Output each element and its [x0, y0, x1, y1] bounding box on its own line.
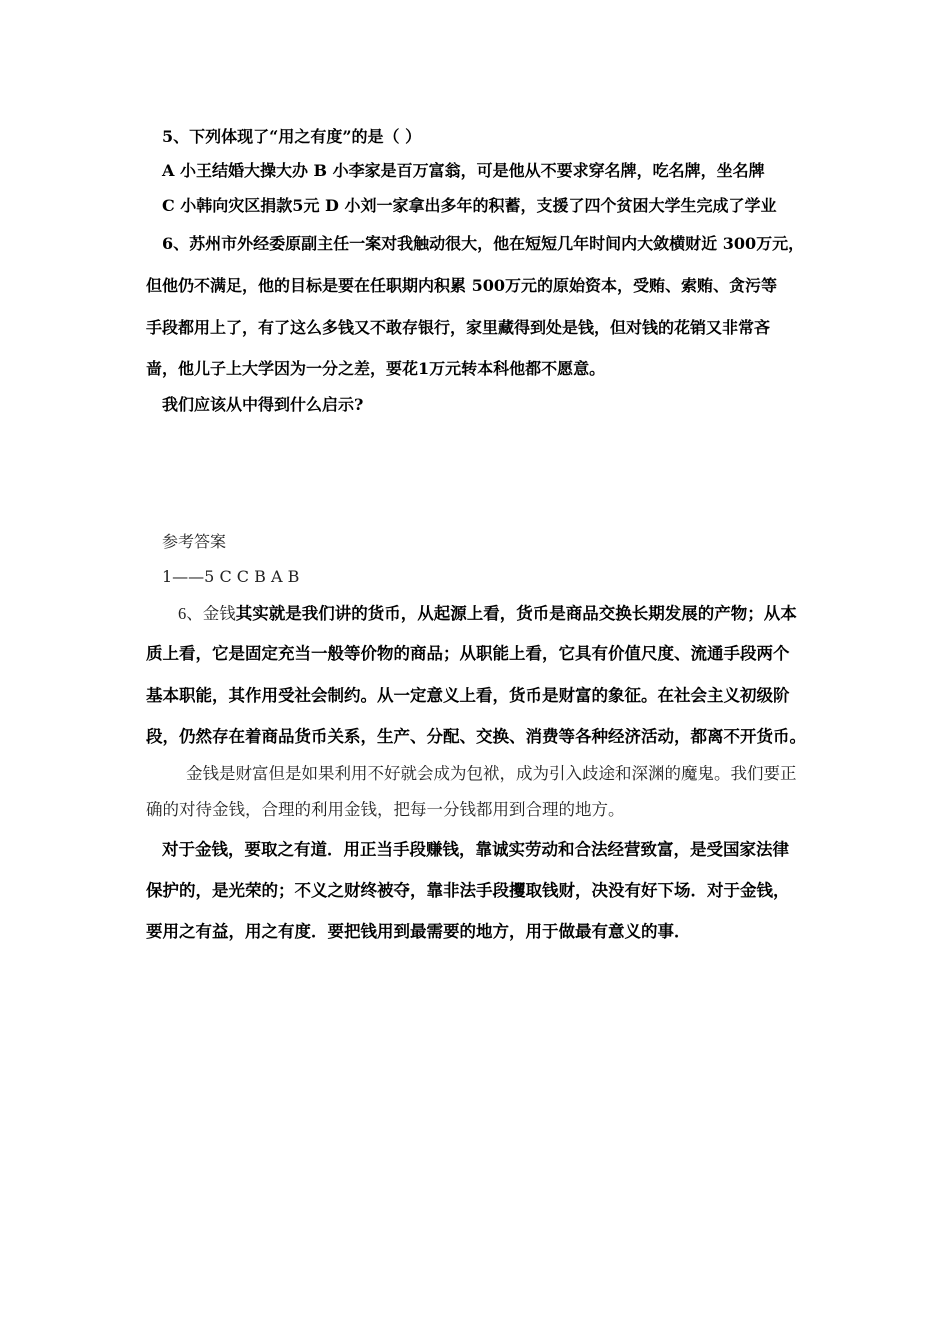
- answer-6-line-3: 基本职能，其作用受社会制约。从一定意义上看，货币是财富的象征。在社会主义初级阶: [146, 686, 790, 705]
- answer-para3-line-2: 保护的，是光荣的；不义之财终被夺，靠非法手段攫取钱财，决没有好下场．对于金钱，: [146, 881, 790, 900]
- question-6-line-4: 啬，他儿子上大学因为一分之差，要花1万元转本科他都不愿意。: [146, 359, 606, 378]
- answer-6-line-1: [178, 603, 797, 625]
- answers-multiple-choice: 1——5 C C B A B: [162, 567, 300, 586]
- answers-heading: 参考答案: [162, 532, 227, 551]
- answer-6-prefix: 6、金钱: [178, 604, 236, 623]
- question-5-options-cd: C 小韩向灾区捐款5元 D 小刘一家拿出多年的积蓄，支援了四个贫困大学生完成了学业: [162, 196, 777, 215]
- question-6-line-2: 但他仍不满足，他的目标是要在任职期内积累 500万元的原始资本，受贿、索贿、贪污等: [146, 276, 777, 295]
- answer-6-text-1: 其实就是我们讲的货币，从起源上看，货币是商品交换长期发展的产物；从本: [235, 604, 797, 623]
- question-5-options-ab: A 小王结婚大操大办 B 小李家是百万富翁，可是他从不要求穿名牌，吃名牌，坐名牌: [162, 161, 765, 180]
- answer-para3-line-3: 要用之有益，用之有度．要把钱用到最需要的地方，用于做最有意义的事．: [146, 922, 691, 941]
- question-6-line-3: 手段都用上了，有了这么多钱又不敢存银行，家里藏得到处是钱，但对钱的花销又非常吝: [146, 318, 771, 337]
- answer-6-line-2: 质上看，它是固定充当一般等价物的商品；从职能上看，它具有价值尺度、流通手段两个: [146, 644, 790, 663]
- answer-6-line-4: 段，仍然存在着商品货币关系，生产、分配、交换、消费等各种经济活动，都离不开货币。: [146, 727, 806, 746]
- answer-para3-line-1: 对于金钱，要取之有道．用正当手段赚钱，靠诚实劳动和合法经营致富，是受国家法律: [162, 840, 789, 859]
- question-6-prompt: 我们应该从中得到什么启示?: [162, 395, 364, 414]
- question-6-line-1: 6、苏州市外经委原副主任一案对我触动很大，他在短短几年时间内大敛横财近 300万元，: [162, 234, 805, 253]
- answer-para2-line-2: 确的对待金钱，合理的利用金钱，把每一分钱都用到合理的地方。: [146, 800, 625, 819]
- answer-para2-line-1: 金钱是财富但是如果利用不好就会成为包袱，成为引入歧途和深渊的魔鬼。我们要正: [186, 764, 797, 783]
- question-5-stem: 5、下列体现了“用之有度”的是（ ）: [162, 127, 422, 146]
